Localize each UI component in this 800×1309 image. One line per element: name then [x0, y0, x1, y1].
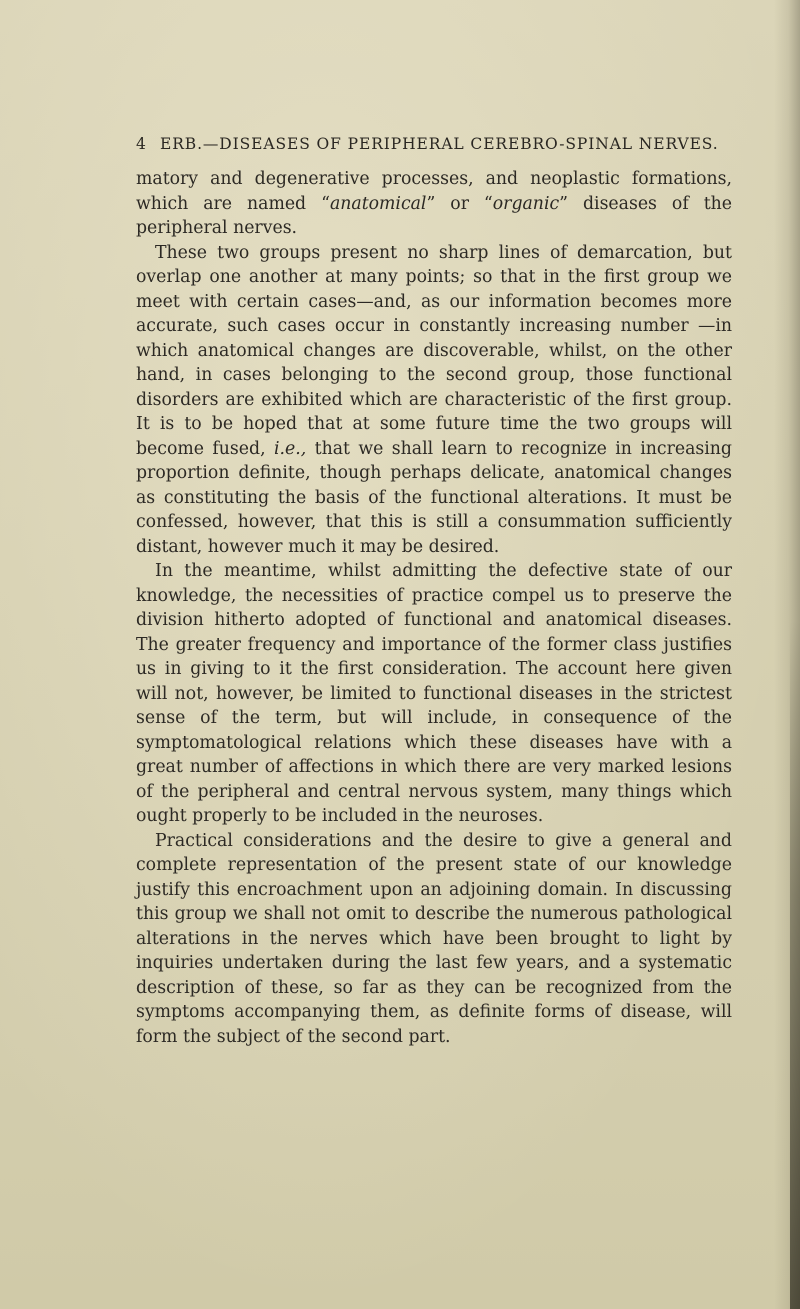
page-edge-binding — [790, 620, 800, 1309]
running-header — [136, 135, 736, 153]
abbreviation-ie: i.e., — [273, 438, 307, 459]
paragraph-3: In the meantime, whilst admitting the defective state of our knowledge, the necessities of practice compel us to preserve the division hitherto adopted of functional and anatomical diseases. The greater frequency and importance of the former class justifies us in giving to it the first consideration. The account here given will not, however, be limited to functional diseases in the strictest sense of the term, but will include, in consequence of the symptomatological relations which these diseases have with a great number of affections in which there are very marked lesions of the peripheral and central nervous system, many things which ought properly to be included in the neuroses. — [136, 561, 732, 826]
paragraph-2: These two groups present no sharp lines of demarcation, but overlap one another at many points; so that in the first group we meet with certain cases—and, as our information becomes more accurate, such cases occur in constantly increasing number —in which anatomical changes are discoverable, whilst, on the other hand, in cases belonging to the second group, those functional disorders are exhibited which are characteristic of the first group. It is to be hoped that at some future time the two groups will become fused, i.e., that we shall learn to recognize in increasing proportion definite, though perhaps delicate, anatomical changes as constituting the basis of the functional alterations. It must be confessed, however, that this is still a consummation sufficiently distant, however much it may be desired. — [136, 242, 732, 557]
page-number: 4 — [136, 135, 147, 153]
paragraph-1: matory and degenerative processes, and neoplastic formations, which are named “anatomical” or “organic” diseases of the peripheral nerves. — [136, 169, 732, 238]
paragraph-4: Practical considerations and the desire to give a general and complete representation of the present state of our knowledge justify this encroachment upon an adjoining domain. In discussing this group we shall not omit to describe the numerous pathological alterations in the nerves which have been brought to light by inquiries undertaken during the last few years, and a systematic description of these, so far as they can be recognized from the symptoms accompanying them, as definite forms of disease, will form the subject of the second part. — [136, 830, 732, 1047]
term-anatomical: anatomical — [329, 193, 427, 214]
running-title: ERB.—DISEASES OF PERIPHERAL CEREBRO-SPINAL NERVES. — [160, 135, 719, 153]
body-text — [136, 167, 732, 1049]
term-organic: organic — [492, 193, 560, 214]
